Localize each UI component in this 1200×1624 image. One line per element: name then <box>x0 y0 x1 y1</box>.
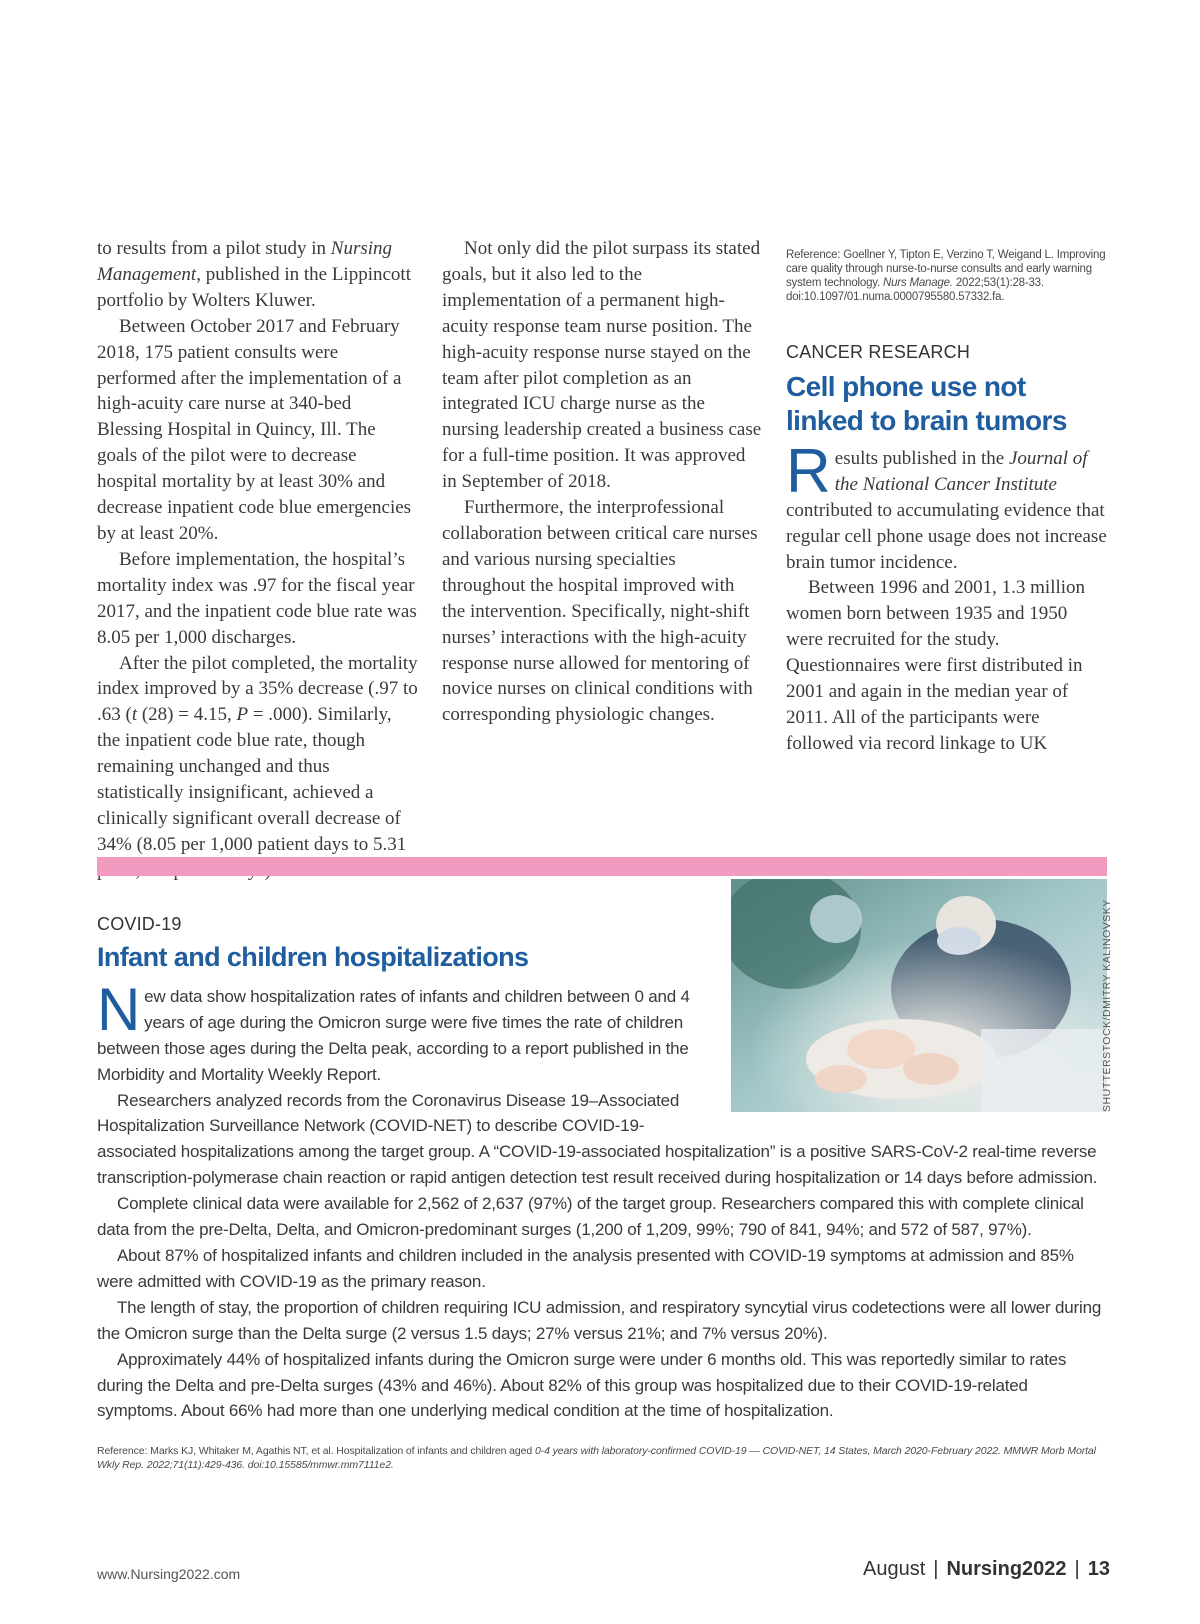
body-paragraph: The length of stay, the proportion of children requiring ICU admission, and respiratory syncytial virus codetections were all lower during the Omicron surge than the Delta surge (2 versus 1.5 days; 27% versus 21%; and 7% versus 20%). <box>97 1297 1102 1343</box>
text-run: esults published in the <box>834 447 1009 469</box>
stat-symbol: t <box>131 704 138 726</box>
text-run: 2022;53(1):28-33. doi:10.1097/01.numa.0000795580.57332.fa. <box>786 277 1044 303</box>
magazine-brand: Nursing2022 <box>946 1558 1067 1580</box>
article-headline: Cell phone use not linked to brain tumors <box>786 370 1067 436</box>
body-paragraph: Not only did the pilot surpass its stated goals, but it also led to the implementation of a permanent high-acuity response team nurse position. The high-acuity response nurse stayed on the team after pilot completion as an integrated ICU charge nurse as the nursing leadership created a business case for a full-time position. It was approved in September of 2018. <box>442 238 762 493</box>
section-divider <box>97 857 1107 876</box>
text-run: Reference: Goellner Y, Tipton E, Verzino T, Weigand L. Improving care quality through nurse-to-nurse consults and early warning system technology. <box>786 249 1106 289</box>
drop-cap: R <box>786 436 831 506</box>
body-paragraph: Between October 2017 and February 2018, 175 patient consults were performed after the implementation of a high-acuity care nurse at 340-bed Blessing Hospital in Quincy, Ill. The goals of the pilot were to decrease hospital mortality by at least 30% and decrease inpatient code blue emergencies by at least 20%. <box>97 315 412 544</box>
body-paragraph <box>97 651 419 884</box>
section-kicker: COVID-19 <box>97 914 182 934</box>
stat-symbol: P <box>236 704 249 726</box>
article-column-3 <box>786 236 1108 757</box>
photo-spacer <box>693 912 1107 1129</box>
page-footer <box>863 1558 1110 1581</box>
article-headline: Infant and children hospitalizations <box>97 941 529 972</box>
page-number: 13 <box>1087 1558 1110 1580</box>
text-run: Reference: Marks KJ, Whitaker M, Agathis NT, et al. Hospitalization of infants and children aged <box>97 1445 535 1458</box>
text-run: = .000). Similarly, the inpatient code blue rate, though remaining unchanged and thus statistically insignificant, achieved a clinically significant overall decrease of 34% (8.05 per 1,000 patient days to 5.31 <box>97 704 407 855</box>
body-paragraph <box>97 236 419 314</box>
body-paragraph: Approximately 44% of hospitalized infants during the Omicron surge were under 6 months old. This was reportedly similar to rates during the Delta and pre-Delta surges (43% and 46%). About 82% of this group was hospitalized due to their COVID-19-related symptoms. About 66% had more than one underlying medical condition at the time of hospitalization. <box>97 1349 1067 1421</box>
text-run: After the pilot completed, the mortality index improved by a 35% decrease (.97 to .63 ( <box>97 652 418 726</box>
text-run: 0-4 years with laboratory-confirmed COVID-19 — COVID-NET, 14 States, March 2020-February 2022. MMWR Morb Mortal Wkly Rep. 2022;71(11):429-436. doi:10.15585/mmwr.mm7111e2. <box>97 1445 1096 1472</box>
journal-title: Journal of the National Cancer Institute <box>834 447 1088 495</box>
journal-abbrev: Nurs Manage. <box>882 277 953 289</box>
body-paragraph <box>786 436 1108 576</box>
body-paragraph: Furthermore, the interprofessional collaboration between critical care nurses and various nursing specialties throughout the hospital improved with the intervention. Specifically, night-shift nurses’ interactions with the high-acuity response nurse allowed for mentoring of novice nurses on clinical conditions with corresponding physiologic changes. <box>442 497 758 726</box>
text-run: , published in the Lippincott portfolio by Wolters Kluwer. <box>97 263 411 311</box>
body-paragraph: About 87% of hospitalized infants and children included in the analysis presented with COVID-19 symptoms at admission and 85% were admitted with COVID-19 as the primary reason. <box>97 1245 1074 1291</box>
article-column-2 <box>442 236 762 728</box>
website-url: www.Nursing2022.com <box>97 1566 241 1582</box>
text-run: (28) = 4.15, <box>137 704 237 726</box>
photo-credit: SHUTTERSTOCK/DMITRY KALINOVSKY <box>1101 899 1113 1112</box>
body-paragraph: Before implementation, the hospital’s mortality index was .97 for the fiscal year 2017, and the inpatient code blue rate was 8.05 per 1,000 discharges. <box>97 548 417 648</box>
footer-separator: | <box>1074 1558 1080 1580</box>
article-reference <box>97 1444 1107 1472</box>
body-paragraph: Researchers analyzed records from the Coronavirus Disease 19–Associated Hospitalization Surveillance Network (COVID-NET) to describe COVID-19-associated hospitalizations among the target group. A “COVID-19-associated hospitalization” is a positive SARS-CoV-2 real-time reverse transcription-polymerase chain reaction or rapid antigen detection test result received during hospitalization or 14 days before admission. <box>97 1090 1098 1188</box>
body-paragraph: Between 1996 and 2001, 1.3 million women born between 1935 and 1950 were recruited for the study. Questionnaires were first distributed in 2001 and again in the median year of 2011. All of the participants were followed via record linkage to UK <box>786 577 1086 754</box>
drop-cap: N <box>97 975 141 1043</box>
footer-separator: | <box>933 1558 939 1580</box>
section-kicker: CANCER RESEARCH <box>786 342 971 362</box>
text-run: contributed to accumulating evidence that regular cell phone usage does not increase brain tumor incidence. <box>786 499 1107 573</box>
covid-article <box>97 912 1107 1472</box>
article-reference <box>786 248 1108 304</box>
journal-title: Nursing Management <box>97 238 393 285</box>
text-run: to results from a pilot study in <box>97 238 331 259</box>
article-column-1 <box>97 236 419 884</box>
issue-month: August <box>863 1558 926 1580</box>
body-paragraph: Complete clinical data were available for 2,562 of 2,637 (97%) of the target group. Researchers compared this with complete clinical data from the pre-Delta, Delta, and Omicron-predominant surges (1,200 of 1,209, 99%; 790 of 841, 94%; and 572 of 587, 97%). <box>97 1194 1084 1240</box>
text-run: ew data show hospitalization rates of infants and children between 0 and 4 years of age during the Omicron surge were five times the rate of children between those ages during the Delta peak, according to a report published in the Morbidity and Mortality Weekly Report. <box>97 986 690 1084</box>
